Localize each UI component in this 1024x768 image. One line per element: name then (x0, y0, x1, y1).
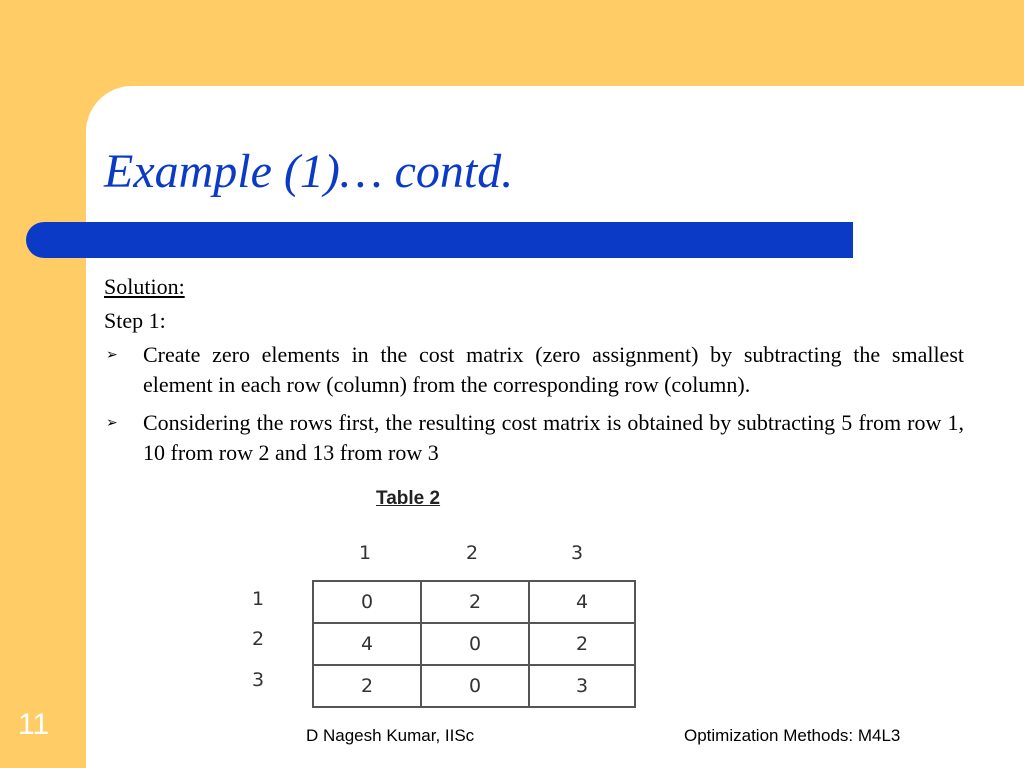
table-cell: 2 (313, 665, 421, 707)
table-cell: 0 (421, 665, 529, 707)
footer-author: D Nagesh Kumar, IISc (306, 726, 475, 745)
column-header: 3 (570, 542, 584, 564)
slide-number: 11 (18, 708, 50, 741)
cost-matrix-table (312, 580, 636, 708)
bullet-text: Create zero elements in the cost matrix (zero assignment) by subtracting the smallest element in each row (column) from the corresponding row (column). (143, 342, 964, 397)
row-header: 2 (251, 628, 265, 650)
arrowhead-bullet-icon: ➢ (106, 347, 118, 363)
bullet-item (104, 340, 964, 400)
table-caption: Table 2 (376, 488, 441, 509)
table-cell: 4 (529, 581, 635, 623)
step-label: Step 1: (104, 308, 166, 333)
table-cell: 0 (421, 623, 529, 665)
table-cell: 3 (529, 665, 635, 707)
arrowhead-bullet-icon: ➢ (106, 415, 118, 431)
footer-course: Optimization Methods: M4L3 (684, 726, 901, 745)
table-row (313, 665, 635, 707)
slide-title: Example (1)… contd. (104, 145, 514, 198)
slide-body (104, 272, 964, 476)
table-row (313, 581, 635, 623)
table-cell: 0 (313, 581, 421, 623)
row-header: 1 (251, 588, 265, 610)
column-header: 1 (358, 542, 372, 564)
table-row (313, 623, 635, 665)
row-header: 3 (251, 669, 265, 691)
solution-label: Solution: (104, 274, 185, 299)
table-cell: 2 (421, 581, 529, 623)
column-header: 2 (465, 542, 479, 564)
table-cell: 2 (529, 623, 635, 665)
bullet-item (104, 408, 964, 468)
title-accent-bar (26, 222, 853, 258)
table-cell: 4 (313, 623, 421, 665)
bullet-text: Considering the rows first, the resulting cost matrix is obtained by subtracting 5 from row 1, 10 from row 2 and 13 from row 3 (143, 410, 964, 465)
